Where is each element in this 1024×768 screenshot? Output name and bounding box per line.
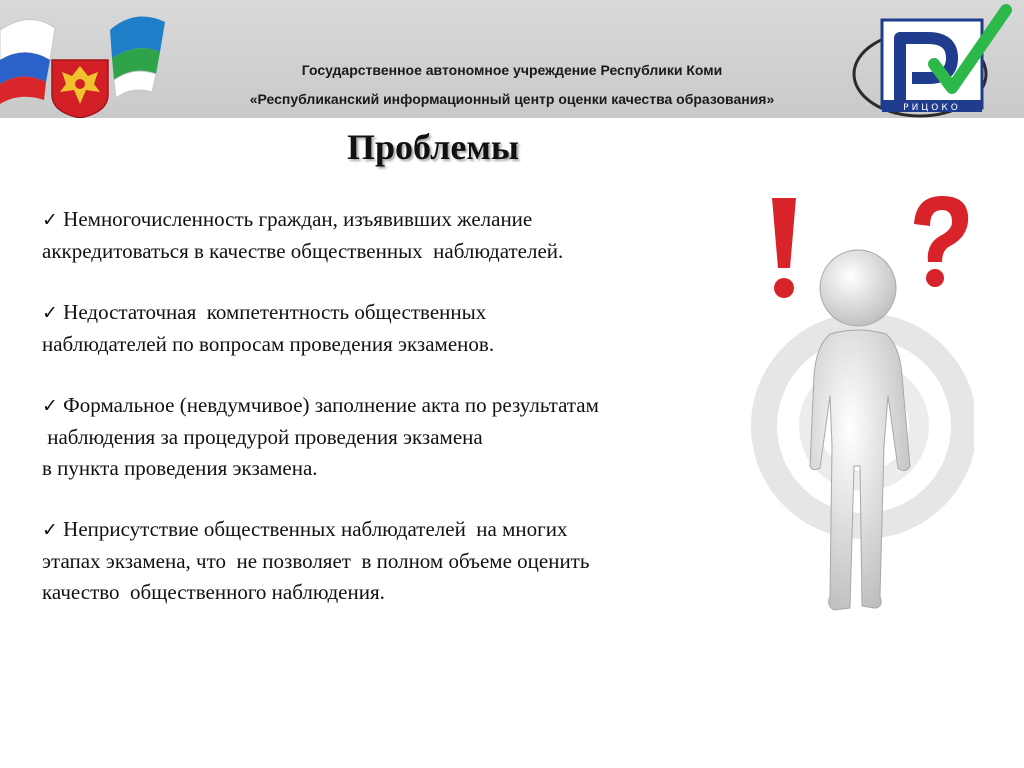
problem-item bbox=[42, 514, 742, 608]
checkmark-icon: ✓ bbox=[42, 209, 58, 231]
page-title: Проблемы bbox=[347, 127, 519, 167]
checkmark-icon: ✓ bbox=[42, 302, 58, 324]
problem-item bbox=[42, 297, 742, 360]
problem-line bbox=[42, 390, 742, 422]
problem-line bbox=[42, 204, 742, 236]
problem-text: Недостаточная компетентность общественных bbox=[57, 300, 487, 324]
header-org-line-1: Государственное автономное учреждение Республики Коми bbox=[301, 62, 723, 78]
ritsoko-logo-icon bbox=[848, 4, 1024, 118]
problem-line bbox=[42, 297, 742, 329]
confused-person-illustration bbox=[734, 176, 974, 636]
problem-line bbox=[42, 514, 742, 546]
problem-text: наблюдателей по вопросам проведения экзаменов. bbox=[42, 332, 495, 356]
problem-text: Неприсутствие общественных наблюдателей на многих bbox=[57, 517, 568, 541]
problem-item bbox=[42, 390, 742, 484]
problem-text: этапах экзамена, что не позволяет в полном объеме оценить bbox=[42, 549, 590, 573]
question-icon bbox=[914, 196, 968, 287]
person-figure bbox=[810, 250, 910, 610]
problem-text: качество общественного наблюдения. bbox=[42, 580, 385, 604]
problem-text: наблюдения за процедурой проведения экзамена bbox=[42, 425, 483, 449]
checkmark-icon: ✓ bbox=[42, 519, 58, 541]
header-org-line-2: «Республиканский информационный центр оценки качества образования» bbox=[249, 91, 775, 107]
problem-item bbox=[42, 204, 742, 267]
problem-text: в пункта проведения экзамена. bbox=[42, 456, 318, 480]
problem-text: Формальное (невдумчивое) заполнение акта по результатам bbox=[57, 393, 599, 417]
logo-caption: РИЦОКО bbox=[903, 103, 961, 113]
header-bar bbox=[0, 0, 1024, 118]
problem-text: Немногочисленность граждан, изъявивших желание bbox=[57, 207, 533, 231]
checkmark-icon: ✓ bbox=[42, 395, 58, 417]
problem-text: аккредитоваться в качестве общественных наблюдателей. bbox=[42, 239, 564, 263]
problem-list bbox=[42, 204, 742, 638]
exclamation-icon bbox=[772, 198, 796, 298]
